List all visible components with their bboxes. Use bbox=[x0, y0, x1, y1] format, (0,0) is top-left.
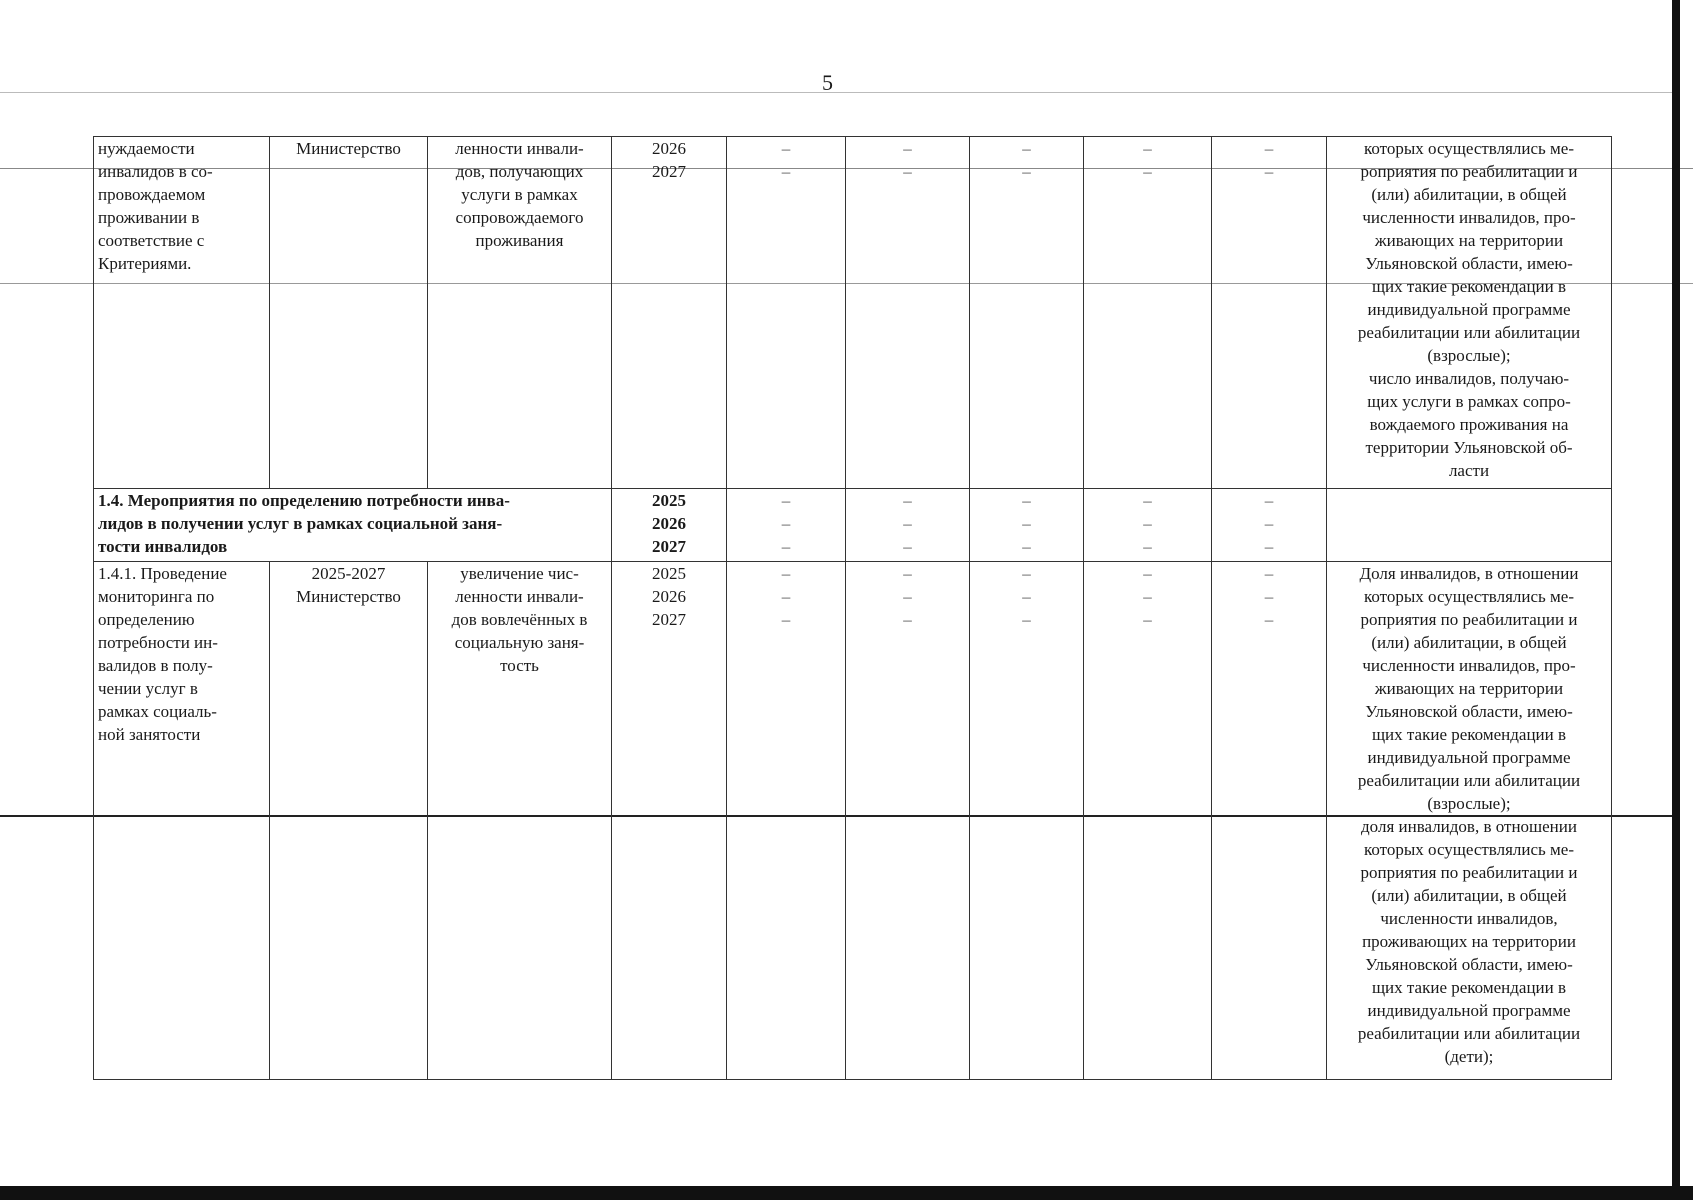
dash: – bbox=[781, 587, 791, 606]
dash: – bbox=[781, 162, 791, 181]
amount-cell bbox=[1084, 489, 1212, 562]
measure-cell: 1.4.1. Проведение мониторинга по определению потребности ин- валидов в полу- чении услуг в рамках социаль- ной занятости bbox=[94, 562, 270, 1080]
dash: – bbox=[1143, 610, 1152, 629]
dash: – bbox=[1143, 162, 1152, 181]
scan-edge bbox=[0, 1186, 1693, 1200]
years-cell: 2025 2026 2027 bbox=[612, 489, 727, 562]
scan-edge bbox=[1672, 0, 1680, 1200]
scan-line bbox=[0, 92, 1680, 93]
dash: – bbox=[1264, 162, 1274, 181]
dash: – bbox=[1022, 537, 1031, 556]
dash: – bbox=[903, 491, 912, 510]
amount-cell bbox=[727, 489, 846, 562]
dash: – bbox=[1143, 564, 1152, 583]
dash: – bbox=[1143, 491, 1152, 510]
dash: – bbox=[781, 491, 791, 510]
indicator-cell: которых осуществлялись ме- роприятия по реабилитации и (или) абилитации, в общей численности инвалидов, про- живающих на территории Ульяновской области, имею- щих такие рекомендации в индивидуальной программе реабилитации или абилитации (взрослые); число инвалидов, получаю- щих услуги в рамках сопро- вождаемого проживания на территории Ульяновской об- ласти bbox=[1327, 137, 1612, 489]
measure-cell: нуждаемости инвалидов в со- провождаемом проживании в соответствие с Критериями. bbox=[94, 137, 270, 489]
dash: – bbox=[903, 564, 912, 583]
dash: – bbox=[781, 564, 791, 583]
indicator-cell: Доля инвалидов, в отношении которых осуществлялись ме- роприятия по реабилитации и (или) абилитации, в общей численности инвалидов, про- живающих на территории Ульяновской области, имею- щих такие рекомендации в индивидуальной программе реабилитации или абилитации (взрослые); доля инвалидов, в отношении которых осуществлялись ме- роприятия по реабилитации и (или) абилитации, в общей численности инвалидов, проживающих на территории Ульяновской области, имею- щих такие рекомендации в индивидуальной программе реабилитации или абилитации (дети); bbox=[1327, 562, 1612, 1080]
dash: – bbox=[903, 610, 912, 629]
dash: – bbox=[1264, 564, 1274, 583]
section-row bbox=[94, 489, 1612, 562]
table-row bbox=[94, 137, 1612, 489]
dash: – bbox=[781, 537, 791, 556]
dash: – bbox=[903, 537, 912, 556]
responsible-cell: Министерство bbox=[270, 137, 428, 489]
dash: – bbox=[1022, 139, 1031, 158]
dash: – bbox=[1022, 162, 1031, 181]
amount-cell bbox=[1212, 137, 1327, 489]
amount-cell bbox=[846, 137, 970, 489]
section-heading: 1.4. Мероприятия по определению потребности инва- лидов в получении услуг в рамках социальной заня- тости инвалидов bbox=[94, 489, 612, 562]
years-cell: 2026 2027 bbox=[612, 137, 727, 489]
indicator-cell bbox=[1327, 489, 1612, 562]
dash: – bbox=[1143, 537, 1152, 556]
dash: – bbox=[1143, 587, 1152, 606]
dash: – bbox=[1022, 514, 1031, 533]
amount-cell bbox=[1212, 489, 1327, 562]
years-cell: 2025 2026 2027 bbox=[612, 562, 727, 1080]
amount-cell bbox=[1212, 562, 1327, 1080]
dash: – bbox=[1022, 564, 1031, 583]
dash: – bbox=[903, 162, 912, 181]
dash: – bbox=[1264, 514, 1274, 533]
dash: – bbox=[1264, 139, 1274, 158]
amount-cell bbox=[727, 137, 846, 489]
dash: – bbox=[1264, 537, 1274, 556]
dash: – bbox=[1264, 587, 1274, 606]
plan-table bbox=[93, 136, 1612, 1080]
dash: – bbox=[1264, 491, 1274, 510]
dash: – bbox=[903, 587, 912, 606]
amount-cell bbox=[1084, 562, 1212, 1080]
dash: – bbox=[1022, 610, 1031, 629]
amount-cell bbox=[1084, 137, 1212, 489]
amount-cell bbox=[970, 137, 1084, 489]
dash: – bbox=[1264, 610, 1274, 629]
dash: – bbox=[903, 514, 912, 533]
amount-cell bbox=[846, 562, 970, 1080]
dash: – bbox=[1022, 491, 1031, 510]
table-row bbox=[94, 562, 1612, 1080]
amount-cell bbox=[727, 562, 846, 1080]
amount-cell bbox=[970, 489, 1084, 562]
dash: – bbox=[1022, 587, 1031, 606]
dash: – bbox=[781, 610, 791, 629]
dash: – bbox=[781, 139, 791, 158]
page-number: 5 bbox=[822, 70, 833, 95]
amount-cell bbox=[970, 562, 1084, 1080]
responsible-cell: 2025-2027 Министерство bbox=[270, 562, 428, 1080]
result-cell: увеличение чис- ленности инвали- дов вовлечённых в социальную заня- тость bbox=[428, 562, 612, 1080]
dash: – bbox=[1143, 514, 1152, 533]
result-cell: ленности инвали- дов, получающих услуги в рамках сопровождаемого проживания bbox=[428, 137, 612, 489]
dash: – bbox=[781, 514, 791, 533]
amount-cell bbox=[846, 489, 970, 562]
dash: – bbox=[903, 139, 912, 158]
dash: – bbox=[1143, 139, 1152, 158]
